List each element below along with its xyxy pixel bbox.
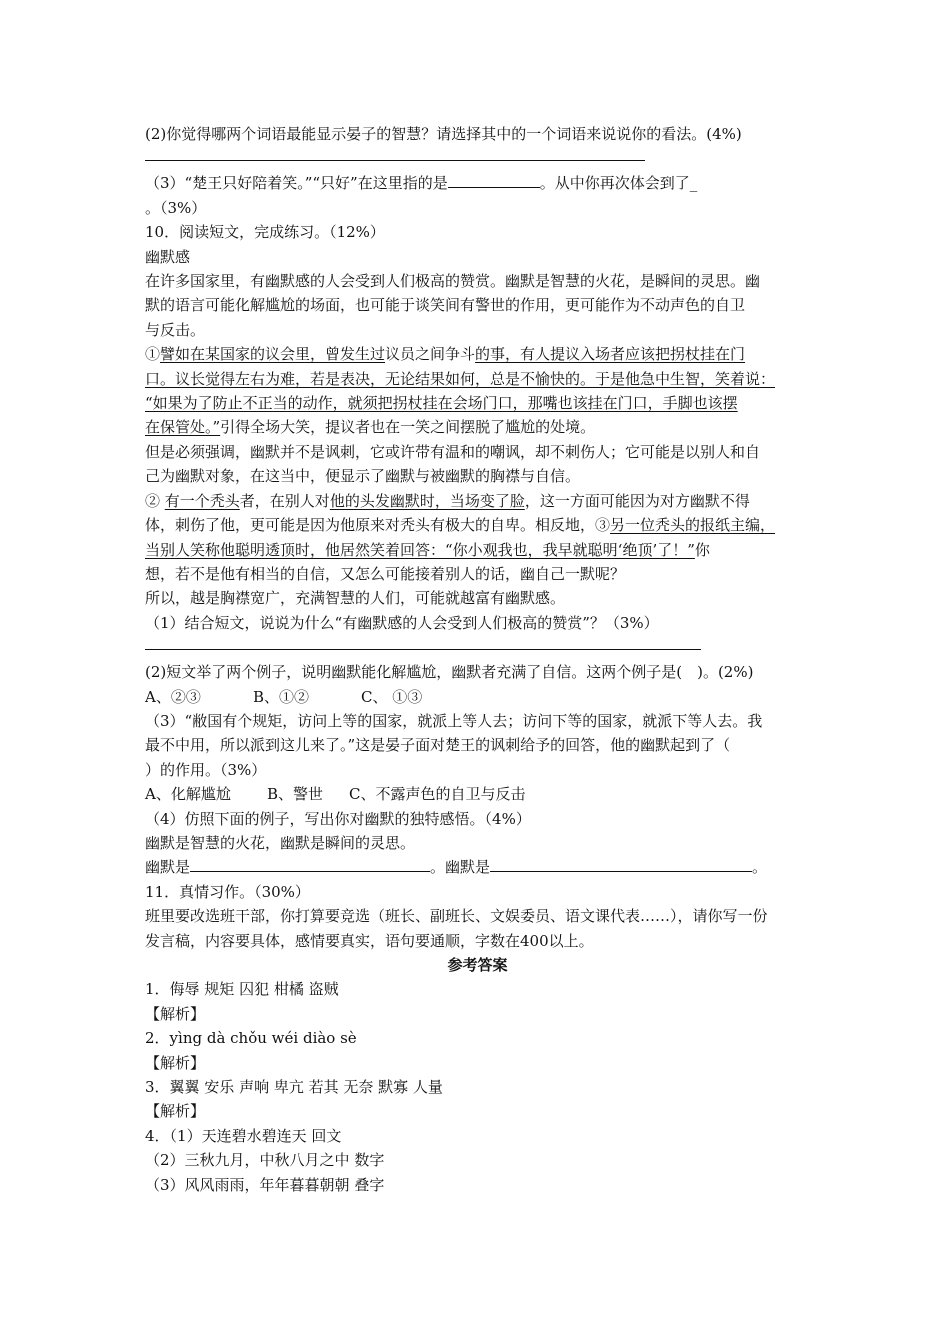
passage-para1: 在许多国家里，有幽默感的人会受到人们极高的赞赏。幽默是智慧的火花，是瞬间的灵思。幽 <box>145 272 761 291</box>
passage-para2: 但是必须强调，幽默并不是讽刺，它或许带有温和的嘲讽，却不刺伤人；它可能是以别人和自 <box>145 442 761 461</box>
answer-4-1: 4．（1）天连碧水碧连天 回文 <box>145 1126 342 1145</box>
option-a[interactable]: A、②③ <box>145 687 201 706</box>
q10-sub2-options <box>145 685 810 709</box>
answer-4-3: （3）风风雨雨，年年暮暮朝朝 叠字 <box>145 1175 385 1194</box>
example-2: ② 有一个秃头者，在别人对他的头发幽默时，当场变了脸，这一方面可能因为对方幽默不得 <box>145 491 750 510</box>
example-1: ①譬如在某国家的议会里，曾发生过议员之间争斗的事，有人提议入场者应该把拐杖挂在门 <box>145 345 746 364</box>
passage-para2: 己为幽默对象，在这当中，便显示了幽默与被幽默的胸襟与自信。 <box>145 467 581 486</box>
q11-prompt: 班里要改选班干部，你打算要竞选（班长、副班长、文娱委员、语文课代表……），请你写一份 <box>145 907 768 926</box>
q10-sub4-fill: 幽默是 。幽默是 。 <box>145 858 768 877</box>
q10-sub3: 最不中用，所以派到这儿来了。”这是晏子面对楚王的讽刺给予的回答，他的幽默起到了（ <box>145 736 731 755</box>
example-2: 当别人笑称他聪明透顶时，他居然笑着回答：“你小观我也，我早就聪明‘绝顶’了！”你 <box>145 540 710 559</box>
document-page <box>145 122 810 1197</box>
example-2: 想，若不是他有相当的自信，又怎么可能接着别人的话，幽自己一默呢？ <box>145 564 626 583</box>
option-c[interactable]: C、 ①③ <box>361 687 423 706</box>
example-1: “如果为了防止不正当的动作，就须把拐杖挂在会场门口，那嘴也该挂在门口，手脚也该摆 <box>145 394 738 413</box>
q10-sub4-example: 幽默是智慧的火花，幽默是瞬间的灵思。 <box>145 833 416 852</box>
q10-sub3: （3）“敝国有个规矩，访问上等的国家，就派上等人去；访问下等的国家，就派下等人去。我 <box>145 711 763 730</box>
option-a[interactable]: A、化解尴尬 <box>145 785 231 804</box>
answer-blank[interactable] <box>190 856 430 872</box>
example-1: 在保管处。”引得全场大笑，提议者也在一笑之间摆脱了尴尬的处境。 <box>145 418 596 437</box>
passage-para3: 所以，越是胸襟宽广，充满智慧的人们，可能就越富有幽默感。 <box>145 589 566 608</box>
passage-title: 幽默感 <box>145 247 191 266</box>
answer-4-2: （2）三秋九月，中秋八月之中 数字 <box>145 1151 385 1170</box>
answer-line[interactable] <box>145 146 645 161</box>
option-c[interactable]: C、不露声色的自卫与反击 <box>349 785 526 804</box>
q11-prompt: 发言稿，内容要具体，感情要真实，语句要通顺，字数在400以上。 <box>145 931 594 950</box>
passage-para1: 与反击。 <box>145 320 206 339</box>
answer-line[interactable] <box>145 635 701 650</box>
answers-title: 参考答案 <box>447 956 508 974</box>
q10-sub4: （4）仿照下面的例子，写出你对幽默的独特感悟。（4%） <box>145 809 531 828</box>
q9-part3-cont: 。（3%） <box>145 198 207 217</box>
option-b[interactable]: B、①② <box>253 687 310 706</box>
passage-para1: 默的语言可能化解尴尬的场面，也可能于谈笑间有警世的作用，更可能作为不动声色的自卫 <box>145 296 746 315</box>
q10-header: 10．阅读短文，完成练习。（12%） <box>145 223 385 242</box>
q9-part3: （3）“楚王只好陪着笑。”“只好”在这里指的是 。从中你再次体会到了_ <box>145 174 698 193</box>
analysis-label: 【解析】 <box>145 1102 206 1121</box>
answer-2: 2．yìng dà chǒu wéi diào sè <box>145 1029 357 1048</box>
q9-part2: (2)你觉得哪两个词语最能显示晏子的智慧？请选择其中的一个词语来说说你的看法。(4%) <box>145 125 742 143</box>
analysis-label: 【解析】 <box>145 1053 206 1072</box>
option-b[interactable]: B、警世 <box>267 785 324 804</box>
example-2: 体，刺伤了他，更可能是因为他原来对秃头有极大的自卑。相反地，③另一位秃头的报纸主编， <box>145 516 776 535</box>
answer-blank[interactable] <box>448 172 540 188</box>
answer-1: 1．侮辱 规矩 囚犯 柑橘 盗贼 <box>145 980 339 999</box>
answer-blank[interactable] <box>490 856 752 872</box>
q11-header: 11．真情习作。（30%） <box>145 882 310 901</box>
analysis-label: 【解析】 <box>145 1004 206 1023</box>
q10-sub1: （1）结合短文，说说为什么“有幽默感的人会受到人们极高的赞赏”？（3%） <box>145 613 659 632</box>
example-1: 口。议长觉得左右为难，若是表决，无论结果如何，总是不愉快的。于是他急中生智，笑着说： <box>145 369 776 388</box>
q10-sub3: ）的作用。（3%） <box>145 760 267 779</box>
q10-sub2: (2)短文举了两个例子，说明幽默能化解尴尬，幽默者充满了自信。这两个例子是( )。(2%) <box>145 663 754 682</box>
answer-3: 3．翼翼 安乐 声响 卑亢 若其 无奈 默寡 人量 <box>145 1078 443 1097</box>
q10-sub3-options <box>145 782 810 806</box>
